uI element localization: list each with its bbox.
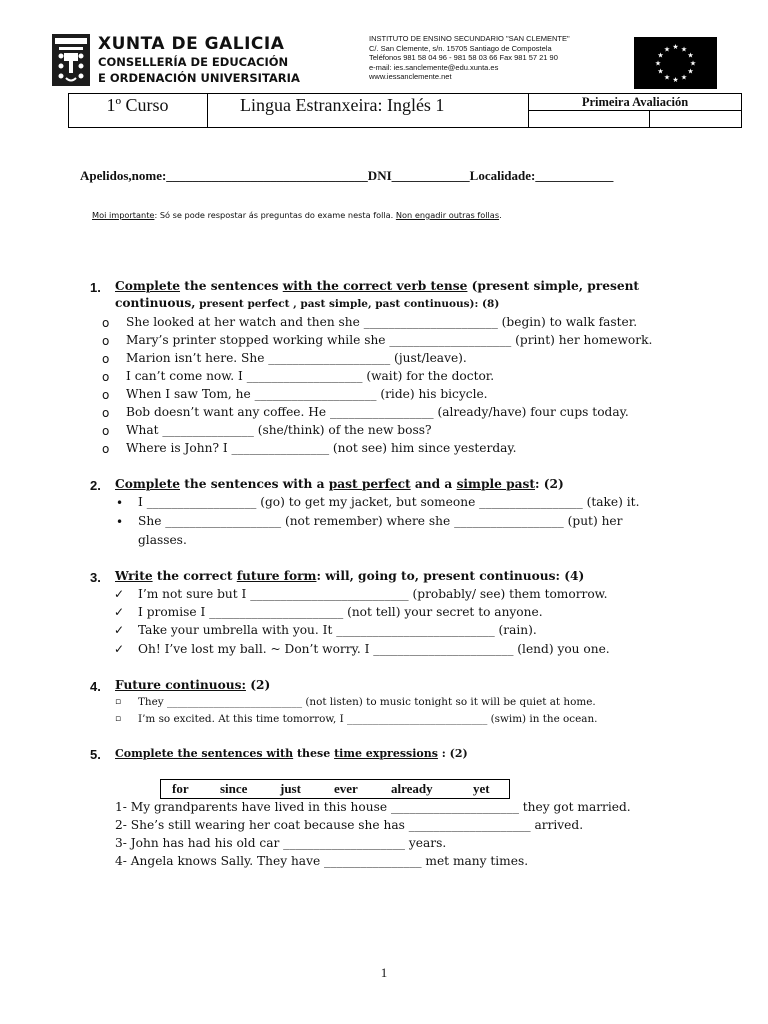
section-5-number: 5. xyxy=(90,747,101,762)
circle-bullet-icon: o xyxy=(102,406,110,420)
heading-part: time expressions xyxy=(334,747,438,760)
heading-part: Complete xyxy=(115,279,181,293)
heading-part: these xyxy=(293,747,335,760)
section-4-heading xyxy=(115,678,270,692)
heading-part: with the correct verb tense xyxy=(282,279,468,293)
section-1-heading xyxy=(115,279,639,293)
heading-part: : (2) xyxy=(437,747,468,760)
section-1-heading-line-2 xyxy=(115,296,499,310)
word-bank-item: since xyxy=(220,781,248,796)
circle-bullet-icon: o xyxy=(102,352,110,366)
check-icon: ✓ xyxy=(114,605,125,619)
check-icon: ✓ xyxy=(114,587,125,601)
institute-address: C/. San Clemente, s/n. 15705 Santiago de Compostela xyxy=(369,43,552,53)
section-1-number: 1. xyxy=(90,280,101,295)
table-divider xyxy=(649,110,650,128)
svg-text:★: ★ xyxy=(687,51,694,60)
exercise-item: She ___________________ (not remember) where she __________________ (put) her xyxy=(138,514,623,528)
exercise-item: I promise I ______________________ (not tell) your secret to anyone. xyxy=(138,605,543,619)
svg-text:★: ★ xyxy=(689,59,697,68)
exercise-item: Where is John? I ________________ (not see) him since yesterday. xyxy=(126,441,517,455)
exercise-item: I __________________ (go) to get my jacket, but someone _________________ (take) it. xyxy=(138,495,640,509)
department-line-1: CONSELLERÍA DE EDUCACIÓN xyxy=(98,55,289,69)
term-label: Primeira Avaliación xyxy=(581,95,689,109)
heading-part: : (2) xyxy=(535,477,564,491)
exercise-item: I’m so excited. At this time tomorrow, I ___________________________ (swim) in the ocean. xyxy=(138,713,598,725)
exercise-item: Mary’s printer stopped working while she ____________________ (print) her homework. xyxy=(126,333,653,347)
institute-name: INSTITUTO DE ENSINO SECUNDARIO "SAN CLEMENTE" xyxy=(369,34,570,43)
heading-part: past perfect xyxy=(328,477,411,491)
svg-text:★: ★ xyxy=(657,51,664,60)
word-bank-item: for xyxy=(172,781,189,796)
circle-bullet-icon: o xyxy=(102,316,110,330)
course-label: 1º Curso xyxy=(106,95,169,115)
note-emphasis: Non engadir outras follas xyxy=(395,210,500,220)
word-bank-item: yet xyxy=(473,781,490,796)
word-bank-item: already xyxy=(391,781,433,796)
heading-part: the sentences with a xyxy=(180,477,329,491)
svg-text:★: ★ xyxy=(663,45,671,54)
heading-part: Write xyxy=(115,569,153,583)
exercise-item: Oh! I’ve lost my ball. ~ Don’t worry. I _______________________ (lend) you one. xyxy=(138,642,610,656)
svg-text:★: ★ xyxy=(672,76,679,84)
word-bank-item: ever xyxy=(334,781,358,796)
heading-part: the sentences xyxy=(180,279,283,293)
circle-bullet-icon: o xyxy=(102,334,110,348)
institute-web: www.iessanclemente.net xyxy=(369,72,452,82)
department-line-2: E ORDENACIÓN UNIVERSITARIA xyxy=(98,71,300,85)
section-3-heading xyxy=(115,569,584,583)
note-label: Moi importante xyxy=(92,210,155,220)
heading-part: (2) xyxy=(245,678,271,692)
exercise-item: 2- She’s still wearing her coat because she has ____________________ arrived. xyxy=(115,818,584,832)
exercise-item: 4- Angela knows Sally. They have ________________ met many times. xyxy=(115,854,529,868)
institute-email: e-mail: ies.sanclemente@edu.xunta.es xyxy=(369,62,499,72)
bullet-icon: • xyxy=(116,496,124,510)
table-divider xyxy=(207,93,208,128)
svg-text:★: ★ xyxy=(663,73,671,82)
exercise-item: I can’t come now. I ___________________ (wait) for the doctor. xyxy=(126,369,495,383)
svg-text:★: ★ xyxy=(672,43,679,51)
note-end: . xyxy=(499,210,502,220)
exercise-item-continued: glasses. xyxy=(138,533,187,547)
eu-flag-icon xyxy=(634,37,717,89)
important-note xyxy=(92,210,502,220)
student-id-line: Apelidos,nome:_______________________________DNI____________Localidade:____________ xyxy=(80,168,614,183)
check-icon: ✓ xyxy=(114,623,125,637)
svg-text:★: ★ xyxy=(687,67,694,76)
exercise-item: When I saw Tom, he ____________________ (ride) his bicycle. xyxy=(126,387,488,401)
heading-part: present perfect , past simple, past continuous): (8) xyxy=(195,298,500,310)
exercise-item: Marion isn’t here. She ____________________ (just/leave). xyxy=(126,351,467,365)
heading-part: the correct xyxy=(152,569,237,583)
page-number: 1 xyxy=(380,965,388,980)
bullet-icon: • xyxy=(116,515,124,529)
heading-part: future form xyxy=(236,569,317,583)
heading-part: continuous, xyxy=(115,296,196,310)
heading-part: Future continuous: xyxy=(115,678,246,692)
square-bullet-icon: ▫ xyxy=(115,714,122,724)
check-icon: ✓ xyxy=(114,642,125,656)
circle-bullet-icon: o xyxy=(102,370,110,384)
circle-bullet-icon: o xyxy=(102,424,110,438)
exercise-item: 3- John has had his old car ____________________ years. xyxy=(115,836,447,850)
heading-part: Complete xyxy=(115,477,181,491)
section-2-heading xyxy=(115,477,564,491)
heading-part: simple past xyxy=(456,477,536,491)
heading-part: (present simple, present xyxy=(467,279,640,293)
coat-of-arms-icon xyxy=(52,34,90,86)
exercise-item: I’m not sure but I __________________________ (probably/ see) them tomorrow. xyxy=(138,587,608,601)
table-divider xyxy=(528,110,742,111)
exercise-item: She looked at her watch and then she ______________________ (begin) to walk faster. xyxy=(126,315,638,329)
exercise-item: What _______________ (she/think) of the new boss? xyxy=(126,423,432,437)
exercise-item: Bob doesn’t want any coffee. He _________________ (already/have) four cups today. xyxy=(126,405,629,419)
section-3-number: 3. xyxy=(90,570,101,585)
section-4-number: 4. xyxy=(90,679,101,694)
exercise-item: 1- My grandparents have lived in this house _____________________ they got married. xyxy=(115,800,631,814)
heading-part: Complete the sentences with xyxy=(115,747,294,760)
org-name: XUNTA DE GALICIA xyxy=(98,34,285,54)
exercise-item: Take your umbrella with you. It __________________________ (rain). xyxy=(138,623,537,637)
exercise-item: They __________________________ (not listen) to music tonight so it will be quiet at home. xyxy=(138,696,596,708)
section-5-heading xyxy=(115,747,468,760)
note-text: : Só se pode respostar ás preguntas do exame nesta folla. xyxy=(154,210,394,220)
heading-part: : will, going to, present continuous: (4) xyxy=(316,569,585,583)
heading-part: and a xyxy=(410,477,457,491)
svg-text:★: ★ xyxy=(680,73,688,82)
circle-bullet-icon: o xyxy=(102,442,110,456)
section-2-number: 2. xyxy=(90,478,101,493)
circle-bullet-icon: o xyxy=(102,388,110,402)
institute-info xyxy=(369,34,570,82)
square-bullet-icon: ▫ xyxy=(115,697,122,707)
svg-text:★: ★ xyxy=(657,67,664,76)
institute-phones: Teléfonos 981 58 04 96 - 981 58 03 66 Fax 981 57 21 90 xyxy=(369,53,558,63)
subject-label: Lingua Estranxeira: Inglés 1 xyxy=(240,95,445,115)
svg-text:★: ★ xyxy=(680,45,688,54)
word-bank-item: just xyxy=(280,781,301,796)
xunta-logo xyxy=(52,34,90,86)
svg-text:★: ★ xyxy=(654,59,662,68)
